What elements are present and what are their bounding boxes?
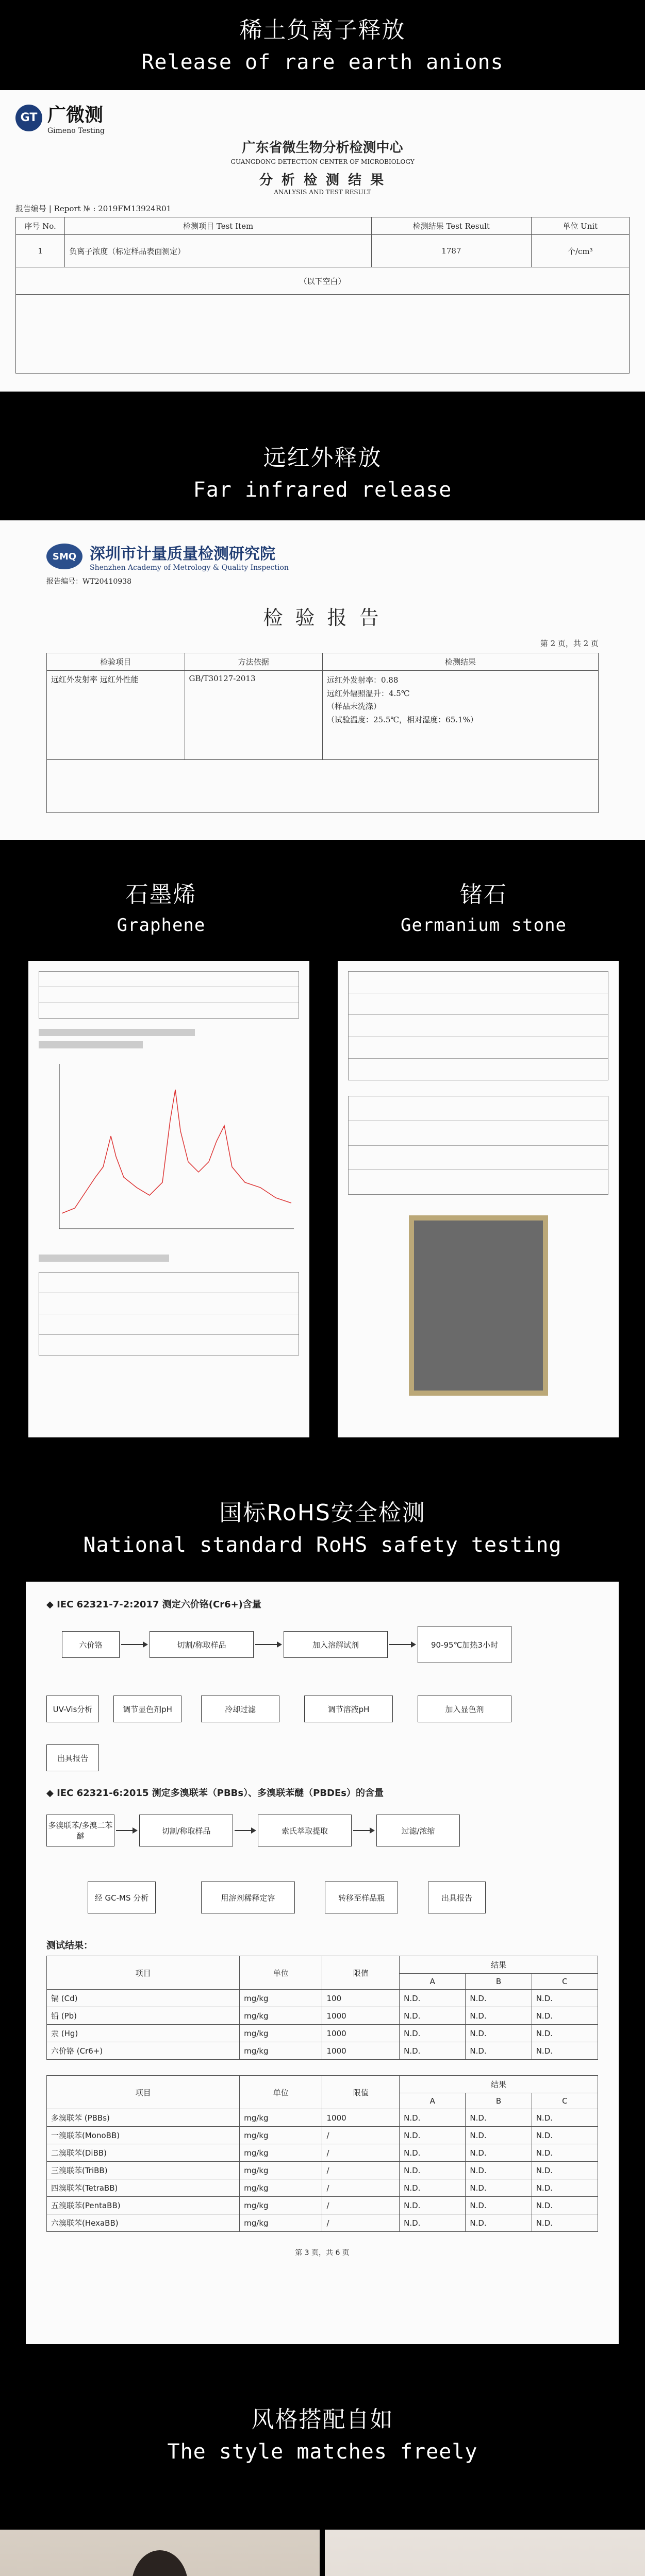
doc-number: 报告编号：WT20410938: [46, 578, 131, 586]
col-b: B: [466, 1974, 532, 1990]
flow-step: 经 GC-MS 分析: [88, 1882, 156, 1913]
gimeno-logo: [15, 100, 105, 135]
standard-pbb: ◆ IEC 62321-6:2015 测定多溴联苯（PBBs）、多溴联苯醚（PBDEs）的含量: [46, 1788, 384, 1799]
result-line: 远红外辐照温升：4.5℃: [327, 688, 410, 698]
col-method: 方法依据: [185, 653, 323, 671]
col-item: 项目: [47, 2076, 240, 2109]
result-line: （样品未洗涤）: [327, 702, 382, 711]
section-title-en: The style matches freely: [167, 2440, 478, 2464]
cell-method: GB/T30127-2013: [185, 671, 323, 760]
col-item: 检测项目 Test Item: [65, 217, 372, 235]
cell-unit: 个/cm³: [531, 235, 629, 267]
page-indicator: 第 2 页，共 2 页: [540, 639, 599, 648]
cr6-flowchart: [46, 1611, 598, 1781]
report-title-cn: 分 析 检 测 结 果: [259, 173, 386, 188]
section-title-en: Far infrared release: [193, 478, 452, 502]
flow-step: 切割/称取样品: [139, 1815, 233, 1846]
flow-step: 加入显色剂: [418, 1696, 511, 1722]
flow-step: 六价铬: [62, 1631, 120, 1658]
section-title-cn: 锗石: [460, 882, 507, 908]
rohs-test-report: [26, 1582, 619, 2344]
result-line: （试验温度：25.5℃，相对湿度：65.1%）: [327, 715, 478, 724]
model-photo-yoga: [325, 2530, 645, 2576]
flow-step: 索氏萃取提取: [258, 1815, 352, 1846]
section-title-en: Germanium stone: [400, 915, 567, 936]
col-item: 项目: [47, 1956, 240, 1990]
col-no: 序号 No.: [16, 217, 65, 235]
section-title-cn: 石墨烯: [125, 882, 197, 908]
section-graphene: [0, 876, 322, 936]
table-row: 六溴联苯(HexaBB) mg/kg / N.D. N.D. N.D.: [47, 2214, 598, 2232]
col-result: 检测结果: [323, 653, 599, 671]
table-row: 二溴联苯(DiBB) mg/kg / N.D. N.D. N.D.: [47, 2144, 598, 2162]
col-unit: 单位: [240, 1956, 322, 1990]
section-title-cn: 远红外释放: [263, 445, 382, 471]
col-a: A: [400, 2093, 466, 2109]
section-title-en: Release of rare earth anions: [141, 50, 504, 74]
flow-step: 加入溶解试剂: [284, 1631, 388, 1658]
model-photo-white-dress: [0, 2530, 320, 2576]
infrared-test-report: [0, 520, 645, 840]
flow-step: 多溴联苯/多溴二苯醚: [46, 1815, 114, 1846]
section-far-infrared: [0, 428, 645, 505]
org-name-cn: 广东省微生物分析检测中心: [242, 140, 403, 156]
section-title-cn: 国标RoHS安全检测: [219, 1500, 426, 1526]
flow-step: 90-95℃加热3小时: [418, 1626, 511, 1663]
flow-step: 调节溶液pH: [304, 1696, 393, 1722]
flow-step: 出具报告: [428, 1882, 486, 1913]
section-germanium: [322, 876, 645, 936]
gt-logo-icon: GT: [15, 105, 42, 131]
flow-step: 用溶剂稀释定容: [201, 1882, 295, 1913]
report-number: 报告编号 | Report № : 2019FM13924R01: [15, 204, 172, 213]
infrared-result-table: [46, 653, 599, 813]
results-title: 测试结果：: [46, 1940, 93, 1951]
bromide-table: [46, 2075, 598, 2232]
cell-no: 1: [16, 235, 65, 267]
section-rare-earth: [0, 0, 645, 77]
table-header-row: [47, 653, 599, 671]
logo-text-en: Gimeno Testing: [47, 127, 105, 135]
flow-step: 过滤/浓缩: [376, 1815, 460, 1846]
cell-item: 负离子浓度（标定样品表面测定）: [65, 235, 372, 267]
section-rohs: [0, 1494, 645, 1571]
section-title-en: Graphene: [117, 915, 206, 936]
col-result: 结果: [400, 1956, 598, 1974]
org-name-en: GUANGDONG DETECTION CENTER OF MICROBIOLOGY: [230, 158, 415, 165]
col-a: A: [400, 1974, 466, 1990]
table-row: 汞 (Hg) mg/kg 1000 N.D. N.D. N.D.: [47, 2025, 598, 2042]
anion-test-report: [0, 90, 645, 392]
logo-text-cn: 广微测: [47, 105, 104, 126]
result-line: 远红外发射率：0.88: [327, 675, 399, 685]
flow-step: 调节显色剂pH: [113, 1696, 181, 1722]
germanium-sample-photo: [409, 1215, 548, 1396]
col-result: 检测结果 Test Result: [372, 217, 531, 235]
col-c: C: [532, 1974, 598, 1990]
col-result: 结果: [400, 2076, 598, 2093]
anion-result-table: [15, 217, 630, 374]
raman-spectrum-chart: [39, 1059, 299, 1244]
section-style: [0, 2401, 645, 2478]
flow-step: 切割/称取样品: [150, 1631, 254, 1658]
table-row: 多溴联苯 (PBBs) mg/kg 1000 N.D. N.D. N.D.: [47, 2109, 598, 2127]
table-row: 五溴联苯(PentaBB) mg/kg / N.D. N.D. N.D.: [47, 2197, 598, 2214]
table-row: 三溴联苯(TriBB) mg/kg / N.D. N.D. N.D.: [47, 2162, 598, 2179]
cell-result: 1787: [372, 235, 531, 267]
col-item: 检验项目: [47, 653, 185, 671]
report-title: 检 验 报 告: [263, 606, 382, 629]
table-row: [16, 235, 630, 267]
table-row: 六价铬 (Cr6+) mg/kg 1000 N.D. N.D. N.D.: [47, 2042, 598, 2060]
standard-cr6: ◆ IEC 62321-7-2:2017 测定六价铬(Cr6+)含量: [46, 1599, 261, 1610]
flow-step: 出具报告: [46, 1744, 99, 1771]
flow-step: 转移至样品瓶: [325, 1882, 398, 1913]
table-header-row: [16, 217, 630, 235]
report-title-en: ANALYSIS AND TEST RESULT: [274, 189, 371, 196]
section-title-en: National standard RoHS safety testing: [83, 1533, 562, 1557]
page-footer: 第 3 页，共 6 页: [295, 2249, 350, 2257]
col-c: C: [532, 2093, 598, 2109]
col-limit: 限值: [322, 2076, 400, 2109]
table-row: 四溴联苯(TetraBB) mg/kg / N.D. N.D. N.D.: [47, 2179, 598, 2197]
heavy-metal-table: [46, 1956, 598, 2060]
cell-item: 远红外发射率 远红外性能: [47, 671, 185, 760]
col-unit: 单位 Unit: [531, 217, 629, 235]
section-title-cn: 稀土负离子释放: [239, 17, 406, 43]
col-b: B: [466, 2093, 532, 2109]
col-unit: 单位: [240, 2076, 322, 2109]
graphene-report-image: [28, 961, 309, 1437]
section-title-cn: 风格搭配自如: [251, 2406, 394, 2433]
germanium-report-image: [338, 961, 619, 1437]
table-row: 镉 (Cd) mg/kg 100 N.D. N.D. N.D.: [47, 1990, 598, 2007]
table-row: 一溴联苯(MonoBB) mg/kg / N.D. N.D. N.D.: [47, 2127, 598, 2144]
smq-logo-icon: SMQ: [46, 544, 82, 569]
table-row: [47, 671, 599, 760]
org-name-cn: 深圳市计量质量检测研究院: [90, 545, 275, 563]
flow-step: 冷却过滤: [201, 1696, 279, 1722]
table-row: 铅 (Pb) mg/kg 1000 N.D. N.D. N.D.: [47, 2007, 598, 2025]
col-limit: 限值: [322, 1956, 400, 1990]
flow-step: UV-Vis分析: [46, 1696, 99, 1722]
table-footer: （以下空白）: [16, 267, 630, 295]
org-name-en: Shenzhen Academy of Metrology & Quality Inspection: [90, 564, 289, 572]
pbb-flowchart: [46, 1799, 598, 1933]
